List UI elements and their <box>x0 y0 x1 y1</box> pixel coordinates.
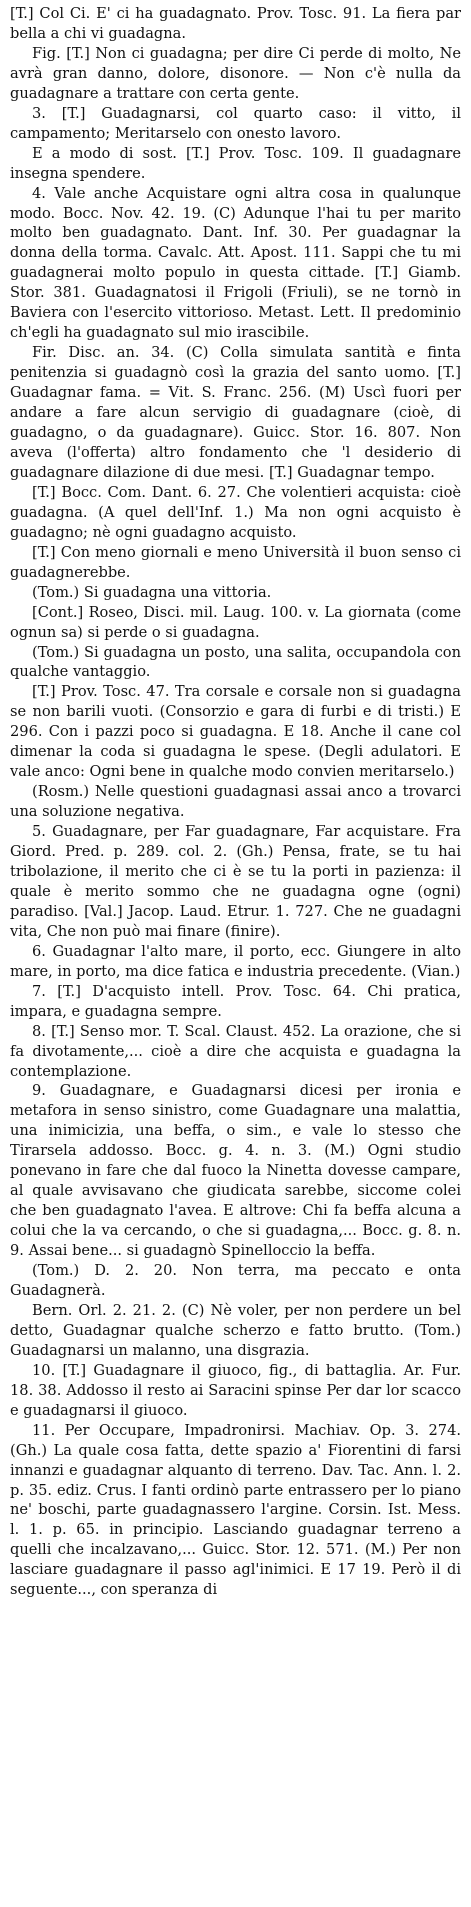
entry-4-vittoria: (Tom.) Si guadagna una vittoria. <box>32 583 272 601</box>
entry-4-bocc-com: [T.] Bocc. Com. Dant. 6. 27. Che volentieri acquista: cioè guadagna. (A quel dell'Inf. 1.) Ma non ogni acquisto è guadagno; nè ogni guadagno acquisto. <box>10 483 461 541</box>
entry-7-acquisto-intell: 7. [T.] D'acquisto intell. Prov. Tosc. 64. Chi pratica, impara, e guadagna sempre. <box>10 982 461 1020</box>
entry-11-occupare: 11. Per Occupare, Impadronirsi. Machiav. Op. 3. 274. (Gh.) La quale cosa fatta, dette spazio a' Fiorentini di farsi innanzi e guadagnar alquanto di terreno. Dav. Tac. Ann. l. 2. p. 35. ediz. Crus. I fanti ordinò parte entrassero per lo piano ne' boschi, parte guadagnassero l'argine. Corsin. Ist. Mess. l. 1. p. 65. in principio. Lasciando guadagnar terreno a quelli che incalzavano,... Guicc. Stor. 12. 571. (M.) Per non lasciare guadagnare il passo agl'inimici. E 17 19. Però il di seguente..., con speranza di <box>10 1421 461 1599</box>
entry-6-alto-mare: 6. Guadagnar l'alto mare, il porto, ecc. Giungere in alto mare, in porto, ma dice fatica e industria precedente. (Vian.) <box>10 942 461 980</box>
entry-4-rosm: (Rosm.) Nelle questioni guadagnasi assai anco a trovarci una soluzione negativa. <box>10 783 461 821</box>
entry-3-sost: E a modo di sost. [T.] Prov. Tosc. 109. Il guadagnare insegna spendere. <box>10 144 461 182</box>
entry-9-ironia: 9. Guadagnare, e Guadagnarsi dicesi per ironia e metafora in senso sinistro, come Guadagnare una malattia, una inimicizia, una beffa, o sim., e vale lo stesso che Tirarsela addosso. Bocc. g. 4. n. 3. (M.) Ogni studio ponevano in fare che dal fuoco la Ninetta dovesse campare, al quale avvisavano che giudicata sarebbe, siccome colei che ben guadagnato l'avea. E altrove: Chi fa beffa alcuna a colui che la va cercando, o che si guadagna,... Bocc. g. 8. n. 9. Assai bene... si guadagnò Spinelloccio la beffa. <box>10 1082 461 1260</box>
entry-8-senso-mor: 8. [T.] Senso mor. T. Scal. Claust. 452. La orazione, che si fa divotamente,... cioè a dire che acquista e guadagna la contemplazione. <box>10 1022 461 1080</box>
entry-4-giornali: [T.] Con meno giornali e meno Università il buon senso ci guadagnerebbe. <box>10 543 461 581</box>
entry-9-bern-orl: Bern. Orl. 2. 21. 2. (C) Nè voler, per non perdere un bel detto, Guadagnar qualche scherzo e fatto brutto. (Tom.) Guadagnarsi un malanno, una disgrazia. <box>10 1301 461 1359</box>
entry-9-onta: (Tom.) D. 2. 20. Non terra, ma peccato e onta Guadagnerà. <box>10 1262 461 1299</box>
entry-10-giuoco: 10. [T.] Guadagnare il giuoco, fig., di battaglia. Ar. Fur. 18. 38. Addosso il resto ai Saracini spinse Per dar lor scacco e guadagnarsi il giuoco. <box>10 1361 461 1419</box>
entry-fig-proverb: [T.] Col Ci. E' ci ha guadagnato. Prov. Tosc. 91. La fiera par bella a chi vi guadagna. <box>10 5 461 42</box>
entry-5-far-guadagnare: 5. Guadagnare, per Far guadagnare, Far acquistare. Fra Giord. Pred. p. 289. col. 2. (Gh.) Pensa, frate, se tu hai tribolazione, il merito che ci è se tu la porti in pazienza: il quale è merito sommo che ne guadagna ogne (ogni) paradiso. [Val.] Jacop. Laud. Etrur. 1. 727. Che ne guadagni vita, Che non può mai finare (finire). <box>10 823 461 940</box>
entry-4-roseo: [Cont.] Roseo, Disci. mil. Laug. 100. v. La giornata (come ognun sa) si perde o si guadagna. <box>10 603 461 641</box>
entry-3-guadagnarsi-vitto: 3. [T.] Guadagnarsi, col quarto caso: il vitto, il campamento; Meritarselo con onesto lavoro. <box>10 104 461 142</box>
entry-4-prov-tosc: [T.] Prov. Tosc. 47. Tra corsale e corsale non si guadagna se non barili vuoti. (Consorzio e gara di furbi e di tristi.) E 296. Con i pazzi poco si guadagna. E 18. Anche il cane col dimenar la coda si guadagna le spese. (Degli adulatori. E vale anco: Ogni bene in qualche modo convien meritarselo.) <box>10 683 461 781</box>
entry-4-acquistare: 4. Vale anche Acquistare ogni altra cosa in qualunque modo. Bocc. Nov. 42. 19. (C) Adunque l'hai tu per marito molto ben guadagnato. Dant. Inf. 30. Per guadagnar la donna della torma. Cavalc. Att. Apost. 111. Sappi che tu mi guadagnerai molto populo in questa cittade. [T.] Giamb. Stor. 381. Guadagnatosi il Frigoli (Friuli), se ne tornò in Baviera con l'esercito vittorioso. Metast. Lett. Il predominio ch'egli ha guadagnato sul mio irascibile. <box>10 184 461 342</box>
entry-4-fir-disc: Fir. Disc. an. 34. (C) Colla simulata santità e finta penitenzia si guadagnò così la grazia del santo uomo. [T.] Guadagnar fama. = Vit. S. Franc. 256. (M) Uscì fuori per andare a fare alcun servigio di guadagnare (cioè, di guadagno, o da guadagnare). Guicc. Stor. 16. 807. Non aveva (l'offerta) altro fondamento che 'l desiderio di guadagnare dilazione di due mesi. [T.] Guadagnar tempo. <box>10 344 461 481</box>
entry-4-posto: (Tom.) Si guadagna un posto, una salita, occupandola con qualche vantaggio. <box>10 643 461 681</box>
entry-fig-non-ci-guadagna: Fig. [T.] Non ci guadagna; per dire Ci perde di molto, Ne avrà gran danno, dolore, disonore. — Non c'è nulla da guadagnare a trattare con certa gente. <box>10 44 461 102</box>
